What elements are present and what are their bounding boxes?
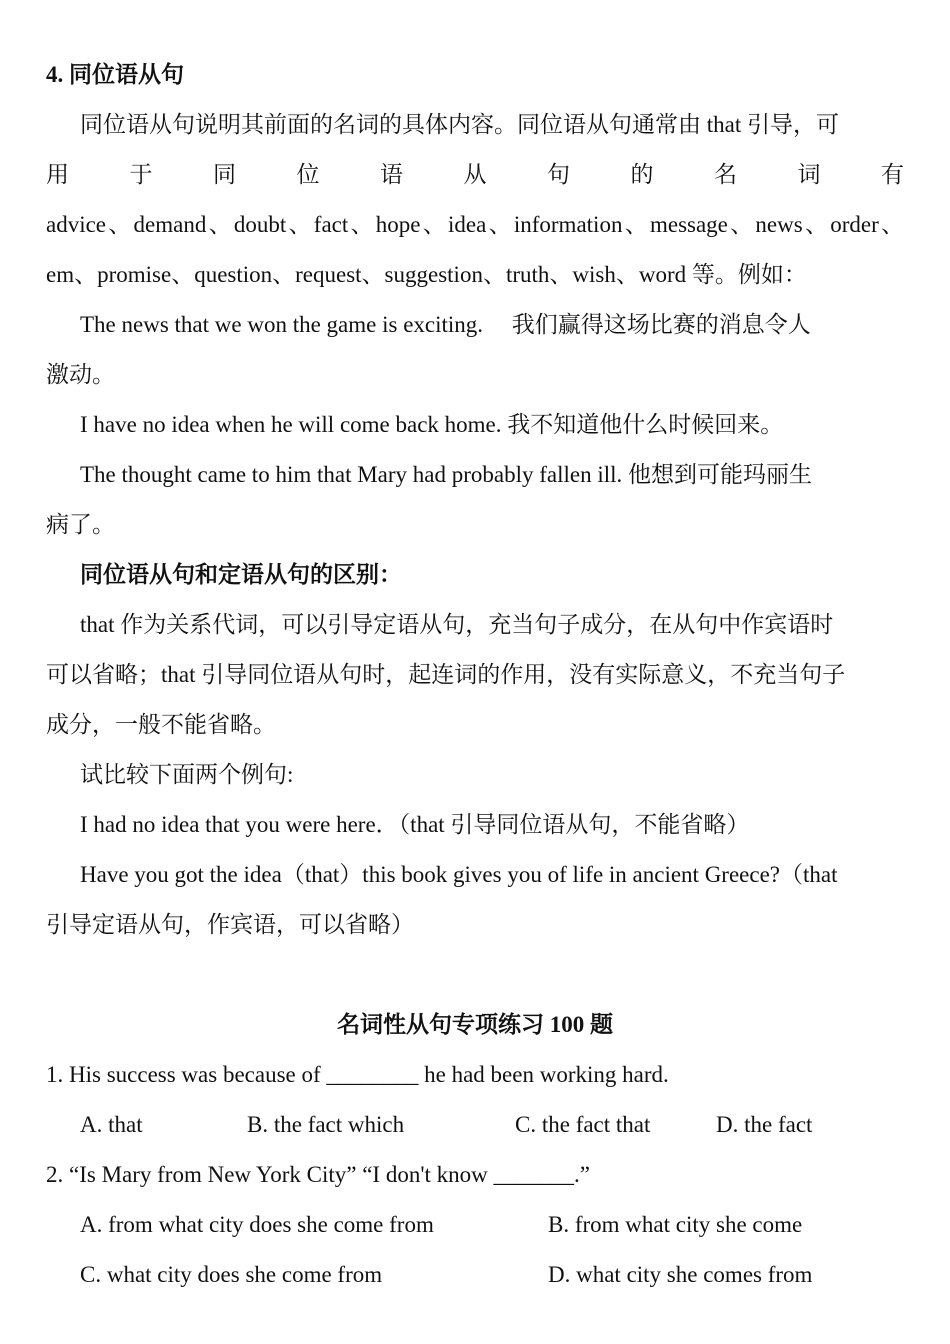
intro-char: 的 <box>630 162 654 187</box>
question-1-stem: 1. His success was because of ________ he had been working hard. <box>46 1062 669 1087</box>
compare-example-2-line-1: Have you got the idea（that）this book gives you of life in ancient Greece?（that <box>80 862 838 887</box>
option-d[interactable]: D. the fact <box>716 1112 813 1137</box>
compare-example-1: I had no idea that you were here．（that 引导同位语从句，不能省略） <box>80 812 750 837</box>
exercise-title: 名词性从句专项练习 100 题 <box>337 1012 613 1037</box>
intro-char: 用 <box>46 162 69 187</box>
question-1-options <box>46 1100 904 1150</box>
example-2-line-1: I have no idea when he will come back home. 我不知道他什么时候回来。 <box>80 412 784 437</box>
option-d[interactable]: D. what city she comes from <box>548 1262 813 1287</box>
question-2-options-row-1 <box>46 1200 904 1250</box>
difference-line-3: 成分，一般不能省略。 <box>46 712 276 737</box>
option-b[interactable]: B. from what city she come <box>548 1212 803 1237</box>
question-2-options-row-2 <box>46 1250 904 1300</box>
example-3-line-2: 病了。 <box>46 512 115 537</box>
intro-char: 有 <box>881 162 904 187</box>
intro-char: 同 <box>213 162 236 187</box>
intro-char: 语 <box>380 162 403 187</box>
example-1-line-1: The news that we won the game is exciting. 我们赢得这场比赛的消息令人 <box>80 312 811 337</box>
blank-line <box>46 950 904 1000</box>
question-2-stem: 2. “Is Mary from New York City” “I don't know _______.” <box>46 1162 590 1187</box>
intro-line-2 <box>46 150 904 200</box>
option-a[interactable]: A. from what city does she come from <box>80 1212 434 1237</box>
document-page <box>46 50 904 1300</box>
intro-line-4: em、promise、question、request、suggestion、truth、wish、word 等。例如： <box>46 262 807 287</box>
example-1-line-2: 激动。 <box>46 362 115 387</box>
compare-intro: 试比较下面两个例句: <box>80 762 294 787</box>
intro-char: 句 <box>547 162 570 187</box>
intro-char: 词 <box>797 162 821 187</box>
section-heading: 4. 同位语从句 <box>46 62 184 87</box>
option-c[interactable]: C. the fact that <box>515 1112 651 1137</box>
intro-char: 从 <box>463 162 487 187</box>
difference-line-1: that 作为关系代词，可以引导定语从句，充当句子成分，在从句中作宾语时 <box>80 612 834 637</box>
difference-heading: 同位语从句和定语从句的区别： <box>80 562 402 587</box>
difference-line-2: 可以省略；that 引导同位语从句时，起连词的作用，没有实际意义，不充当句子 <box>46 662 846 687</box>
example-3-line-1: The thought came to him that Mary had probably fallen ill. 他想到可能玛丽生 <box>80 462 813 487</box>
intro-char: 于 <box>129 162 153 187</box>
intro-char: 名 <box>714 162 737 187</box>
option-a[interactable]: A. that <box>80 1112 143 1137</box>
intro-char: 位 <box>296 162 320 187</box>
option-b[interactable]: B. the fact which <box>247 1112 405 1137</box>
option-c[interactable]: C. what city does she come from <box>80 1262 383 1287</box>
compare-example-2-line-2: 引导定语从句，作宾语，可以省略） <box>46 912 414 937</box>
intro-line-1: 同位语从句说明其前面的名词的具体内容。同位语从句通常由 that 引导，可 <box>80 112 839 137</box>
intro-line-3: advice、demand、doubt、fact、hope、idea、information、message、news、order、 <box>46 212 904 237</box>
